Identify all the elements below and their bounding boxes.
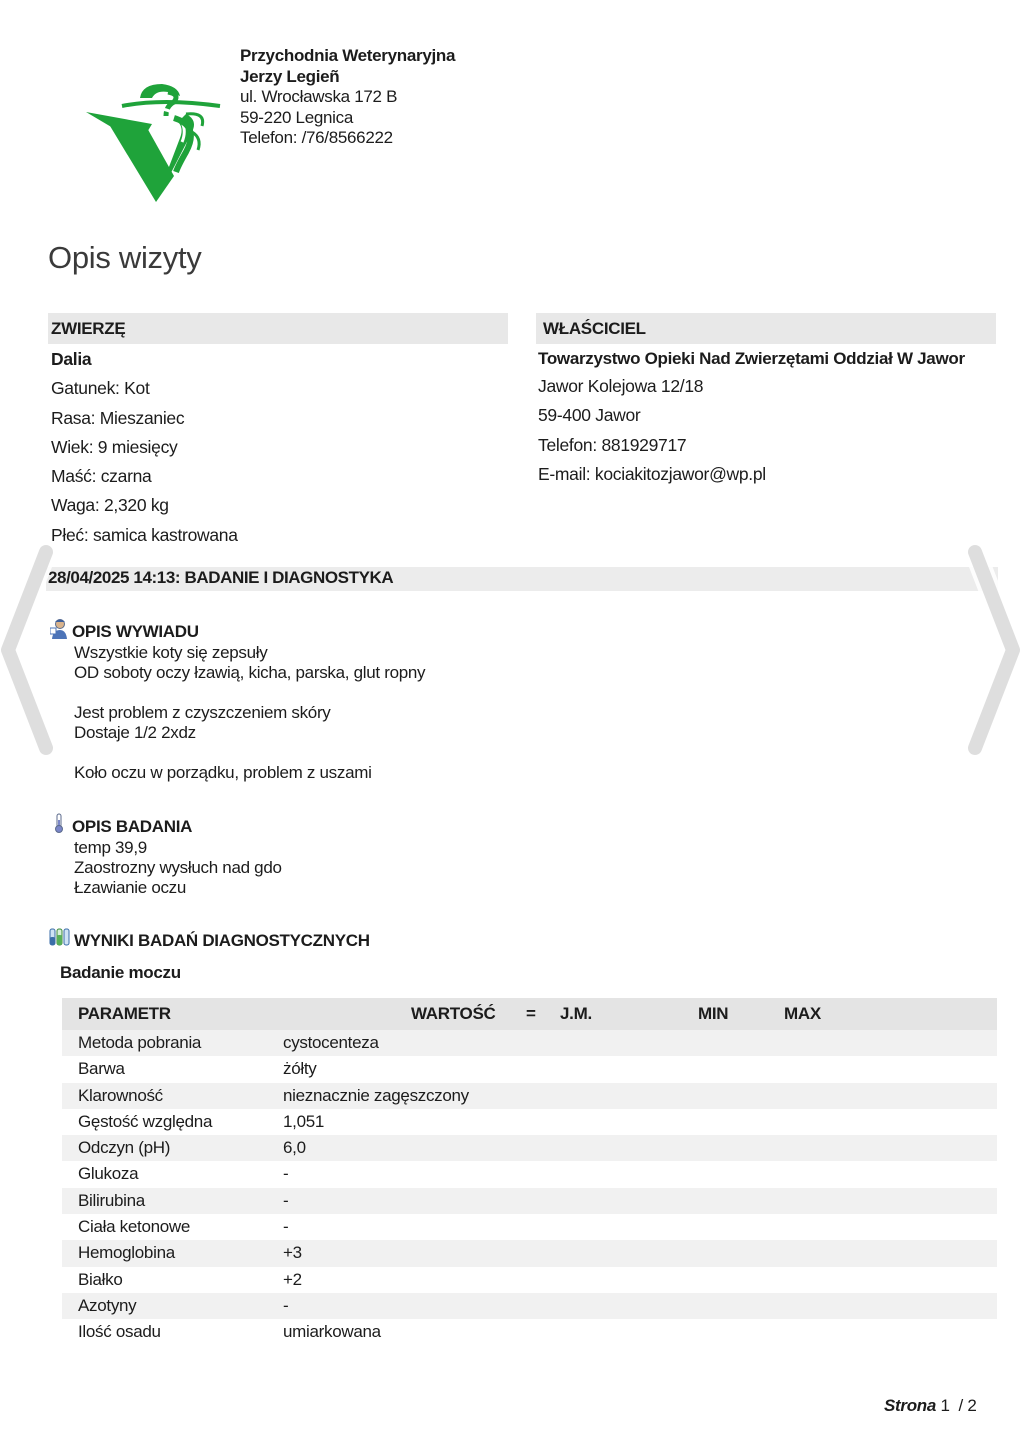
page-total: / 2 <box>958 1396 977 1415</box>
animal-age: Wiek: 9 miesięcy <box>51 436 178 457</box>
clinic-name: Przychodnia Weterynaryjna <box>240 46 456 65</box>
interview-section <box>50 618 425 783</box>
exam-header: OPIS BADANIA <box>72 817 193 836</box>
table-row <box>62 1161 997 1187</box>
test-tubes-icon <box>48 927 70 949</box>
animal-sex: Płeć: samica kastrowana <box>51 524 238 545</box>
row-value: 6,0 <box>283 1138 306 1158</box>
owner-section <box>536 313 996 489</box>
row-param: Metoda pobrania <box>78 1033 202 1052</box>
prev-page-arrow-icon[interactable] <box>0 530 70 770</box>
animal-breed: Rasa: Mieszaniec <box>51 407 185 428</box>
test-name: Badanie moczu <box>60 963 181 982</box>
table-row <box>62 1109 997 1135</box>
clinic-header <box>240 46 455 149</box>
animal-color: Maść: czarna <box>51 466 152 487</box>
row-param: Gęstość względna <box>78 1111 213 1131</box>
table-header <box>62 998 997 1030</box>
row-value: 1,051 <box>283 1111 325 1131</box>
row-value: - <box>283 1217 289 1237</box>
results-table <box>62 998 997 1346</box>
clinic-phone: Telefon: /76/8566222 <box>240 128 393 147</box>
row-value: umiarkowana <box>283 1322 381 1342</box>
row-value: - <box>283 1295 289 1315</box>
table-row <box>62 1240 997 1266</box>
animal-species: Gatunek: Kot <box>51 378 150 399</box>
visit-header: 28/04/2025 14:13: BADANIE I DIAGNOSTYKA <box>46 567 998 591</box>
row-param: Glukoza <box>78 1164 139 1184</box>
row-param: Hemoglobina <box>78 1243 175 1263</box>
owner-header: WŁAŚCICIEL <box>536 313 996 344</box>
row-value: +2 <box>283 1269 302 1289</box>
col-eq: = <box>526 1004 536 1023</box>
table-row <box>62 1188 997 1214</box>
table-row <box>62 1293 997 1319</box>
row-value: - <box>283 1164 289 1184</box>
clinic-city: 59-220 Legnica <box>240 107 354 127</box>
col-max: MAX <box>784 1004 821 1023</box>
table-row <box>62 1135 997 1161</box>
owner-address: Jawor Kolejowa 12/18 <box>538 376 704 396</box>
owner-name: Towarzystwo Opieki Nad Zwierzętami Oddział W Jawor <box>538 349 965 368</box>
row-param: Barwa <box>78 1059 125 1079</box>
table-row <box>62 1083 997 1109</box>
page-title: Opis wizyty <box>48 240 202 275</box>
table-row <box>62 1056 997 1082</box>
clinic-logo <box>82 76 227 208</box>
table-row <box>62 1214 997 1240</box>
interview-header: OPIS WYWIADU <box>72 622 199 641</box>
row-param: Ilość osadu <box>78 1322 161 1342</box>
animal-section <box>48 313 508 550</box>
page-label: Strona <box>884 1396 937 1415</box>
animal-header: ZWIERZĘ <box>48 313 508 344</box>
row-value: +3 <box>283 1243 302 1263</box>
diagnostics-header: WYNIKI BADAŃ DIAGNOSTYCZNYCH <box>74 931 370 950</box>
table-body <box>62 1030 997 1346</box>
interview-text: Wszystkie koty się zepsuły OD soboty oczy łzawią, kicha, parska, glut ropny Jest problem z czyszczeniem skóry Dostaje 1/2 2xdz Koło oczu w porządku, problem z uszami <box>74 643 426 782</box>
table-row <box>62 1030 997 1056</box>
owner-city: 59-400 Jawor <box>538 405 641 426</box>
col-unit: J.M. <box>560 1004 592 1023</box>
table-row <box>62 1319 997 1345</box>
clinic-street: ul. Wrocławska 172 B <box>240 87 398 106</box>
next-page-arrow-icon[interactable] <box>951 530 1021 770</box>
col-value: WARTOŚĆ <box>411 1004 496 1023</box>
owner-phone: Telefon: 881929717 <box>538 434 687 455</box>
exam-section <box>50 813 282 898</box>
owner-email: E-mail: kociakitozjawor@wp.pl <box>538 463 766 484</box>
row-param: Klarowność <box>78 1085 163 1105</box>
row-value: cystocenteza <box>283 1033 379 1052</box>
exam-text: temp 39,9 Zaostrozny wysłuch nad gdo Łzawianie oczu <box>74 838 282 897</box>
page-current: 1 <box>940 1396 950 1415</box>
clinic-owner: Jerzy Legieñ <box>240 66 340 86</box>
animal-name: Dalia <box>51 349 92 369</box>
row-param: Ciała ketonowe <box>78 1217 191 1237</box>
row-param: Azotyny <box>78 1295 137 1315</box>
thermometer-icon <box>50 813 68 835</box>
animal-weight: Waga: 2,320 kg <box>51 495 169 516</box>
page-counter <box>884 1396 977 1416</box>
row-param: Bilirubina <box>78 1190 145 1210</box>
diagnostics-section <box>48 927 370 983</box>
row-value: żółty <box>283 1059 317 1079</box>
row-value: - <box>283 1190 289 1210</box>
table-row <box>62 1267 997 1293</box>
row-param: Białko <box>78 1269 123 1289</box>
col-min: MIN <box>698 1004 729 1023</box>
col-param: PARAMETR <box>78 1004 171 1023</box>
row-param: Odczyn (pH) <box>78 1138 171 1158</box>
row-value: nieznacznie zagęszczony <box>283 1085 469 1105</box>
